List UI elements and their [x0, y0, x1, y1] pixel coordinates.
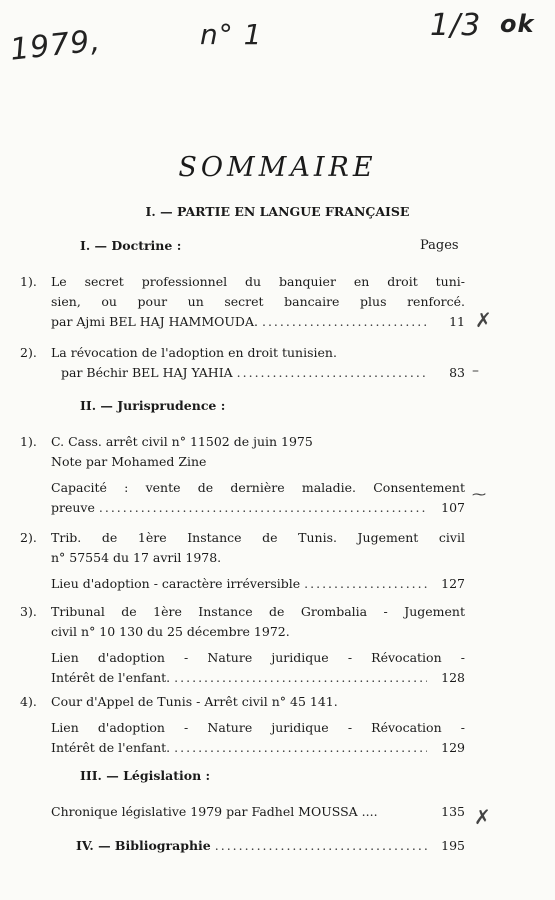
entry-subject: Intérêt de l'enfant. — [51, 670, 171, 685]
entry-subject: Lieu d'adoption - caractère irréversible — [51, 576, 301, 591]
toc-entry — [20, 802, 465, 822]
leader-dots — [304, 574, 427, 594]
entry-subject: preuve — [51, 500, 95, 515]
entry-reference — [51, 668, 465, 688]
section-bibliography: IV. — Bibliographie — [76, 838, 211, 853]
toc-entry — [20, 602, 465, 688]
handwritten-ok: ok — [500, 10, 535, 38]
entry-reference — [51, 738, 465, 758]
leader-dots — [174, 738, 427, 758]
page-number: 135 — [441, 804, 465, 819]
entry-subject: Chronique législative 1979 par Fadhel MOUSSA .... — [51, 804, 378, 819]
handwritten-page-fraction: 1/3 — [430, 8, 482, 43]
toc-entry — [20, 836, 465, 856]
entry-subject-line: Lien d'adoption - Nature juridique - Révocation - — [51, 650, 465, 665]
toc-entry — [20, 432, 465, 518]
page-number: 127 — [441, 576, 465, 591]
section-doctrine: I. — Doctrine : — [80, 238, 182, 253]
entry-title-line: Le secret professionnel du banquier en droit tuni- — [51, 274, 465, 289]
entry-number: 2). — [20, 345, 37, 360]
entry-number: 1). — [20, 274, 37, 289]
entry-subject-line: Capacité : vente de dernière maladie. Consentement — [51, 480, 465, 495]
toc-entry — [20, 528, 465, 594]
page-number: 128 — [441, 670, 465, 685]
entry-number: 3). — [20, 604, 37, 619]
part-title: I. — PARTIE EN LANGUE FRANÇAISE — [145, 204, 410, 219]
entry-subject-line: Lien d'adoption - Nature juridique - Révocation - — [51, 720, 465, 735]
page-number: 83 — [449, 365, 465, 380]
entry-author: par Béchir BEL HAJ YAHIA — [61, 365, 233, 380]
entry-title-line: Cour d'Appel de Tunis - Arrêt civil n° 45 141. — [51, 694, 338, 709]
entry-reference — [51, 363, 465, 383]
pages-header: Pages — [420, 238, 459, 253]
section-jurisprudence: II. — Jurisprudence : — [80, 398, 226, 413]
handwritten-issue-number: n° 1 — [200, 18, 263, 51]
entry-title-line: sien, ou pour un secret bancaire plus renforcé. — [51, 294, 465, 309]
leader-dots — [174, 668, 427, 688]
check-mark-icon: ✗ — [474, 805, 491, 829]
entry-reference — [51, 802, 465, 822]
entry-subject: Intérêt de l'enfant. — [51, 740, 171, 755]
leader-dots — [215, 836, 427, 856]
leader-dots — [262, 312, 427, 332]
page-number: 11 — [449, 314, 465, 329]
leader-dots — [237, 363, 427, 383]
page-title: SOMMAIRE — [178, 152, 377, 183]
entry-title-line: Note par Mohamed Zine — [51, 454, 207, 469]
entry-title-line: n° 57554 du 17 avril 1978. — [51, 550, 222, 565]
entry-reference — [51, 498, 465, 518]
entry-reference — [76, 836, 465, 856]
handwritten-year: 1979, — [8, 23, 103, 68]
entry-title-line: Tribunal de 1ère Instance de Grombalia - Jugement — [51, 604, 465, 619]
entry-reference — [51, 574, 465, 594]
toc-entry — [20, 272, 465, 332]
entry-author: par Ajmi BEL HAJ HAMMOUDA. — [51, 314, 258, 329]
page-number: 195 — [441, 838, 465, 853]
entry-title-line: civil n° 10 130 du 25 décembre 1972. — [51, 624, 290, 639]
entry-number: 4). — [20, 694, 37, 709]
tick-mark-icon: – — [472, 363, 479, 379]
toc-entry — [20, 692, 465, 758]
check-mark-icon: ✗ — [475, 308, 492, 332]
page-number: 107 — [441, 500, 465, 515]
page-number: 129 — [441, 740, 465, 755]
entry-title-line: La révocation de l'adoption en droit tunisien. — [51, 345, 337, 360]
section-legislation: III. — Législation : — [80, 768, 211, 783]
leader-dots — [99, 498, 427, 518]
toc-entry — [20, 343, 465, 383]
entry-title-line: C. Cass. arrêt civil n° 11502 de juin 1975 — [51, 434, 313, 449]
entry-number: 1). — [20, 434, 37, 449]
entry-title-line: Trib. de 1ère Instance de Tunis. Jugement civil — [51, 530, 465, 545]
entry-reference — [51, 312, 465, 332]
tick-mark-icon: ⁓ — [472, 487, 486, 503]
entry-number: 2). — [20, 530, 37, 545]
